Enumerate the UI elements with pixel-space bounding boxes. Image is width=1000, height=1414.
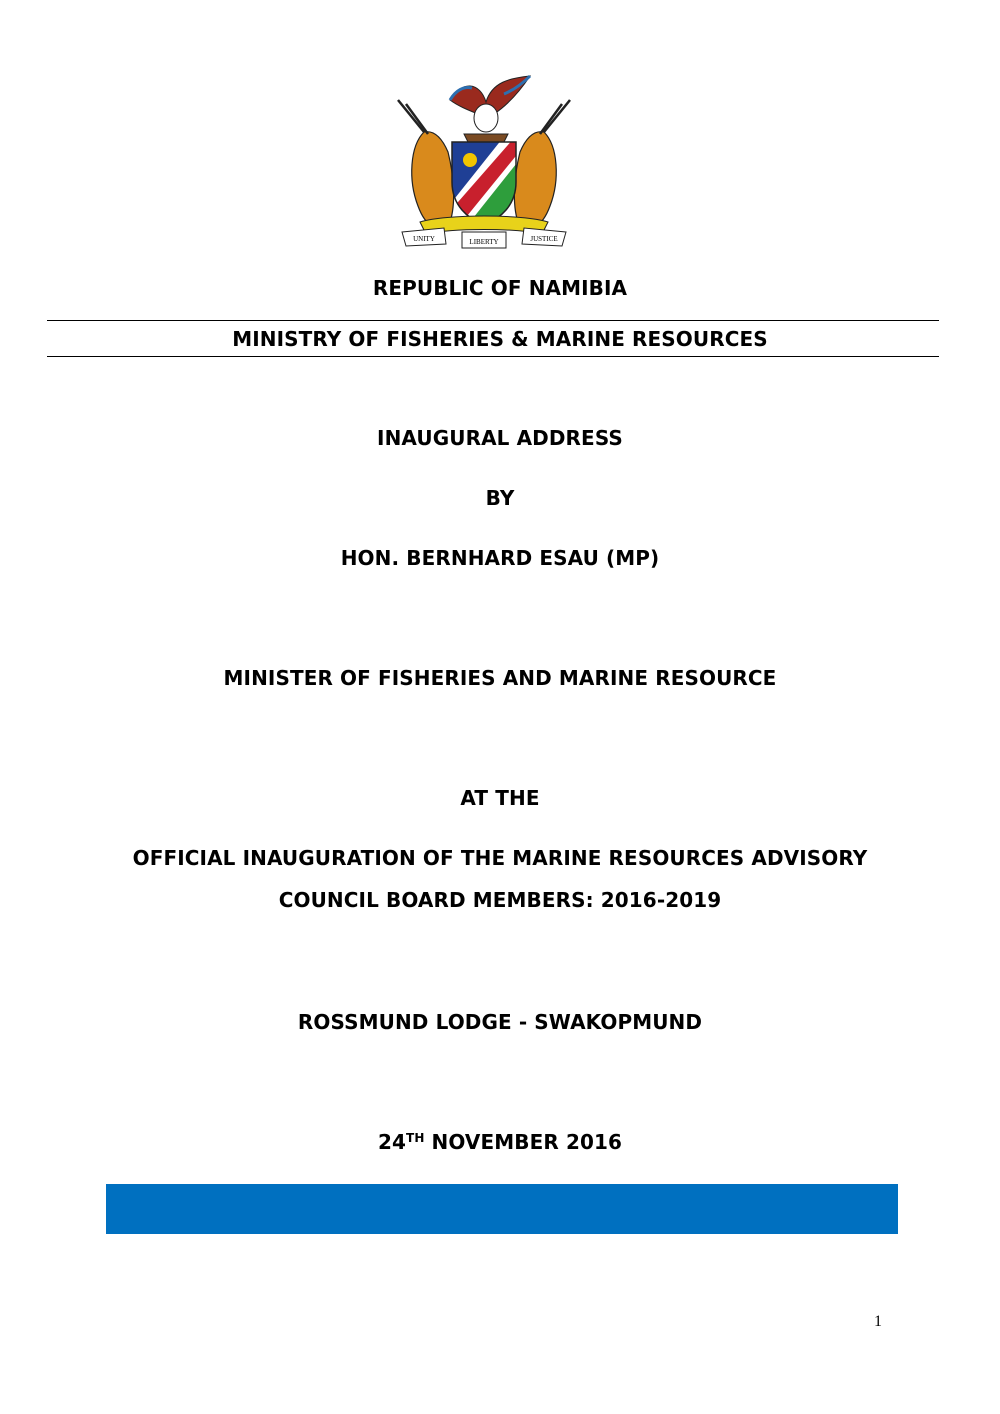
- document-title: INAUGURAL ADDRESS: [377, 426, 623, 450]
- date-day: 24: [377, 1130, 407, 1154]
- namibia-coat-of-arms-icon: [384, 72, 584, 252]
- event-title-line-2: COUNCIL BOARD MEMBERS: 2016-2019: [278, 888, 722, 912]
- country-name: REPUBLIC OF NAMIBIA: [372, 276, 628, 300]
- motto-justice: JUSTICE: [530, 235, 558, 243]
- by-label: BY: [485, 486, 515, 510]
- date-month-year: NOVEMBER 2016: [424, 1130, 623, 1154]
- accent-bar: [106, 1184, 898, 1234]
- page-number: 1: [874, 1313, 882, 1330]
- header-divider-top: [47, 320, 939, 321]
- motto-liberty: LIBERTY: [469, 238, 499, 246]
- at-the-label: AT THE: [460, 786, 540, 810]
- motto-unity: UNITY: [413, 235, 435, 243]
- date-suffix: TH: [406, 1131, 425, 1145]
- speaker-name: HON. BERNHARD ESAU (MP): [340, 546, 660, 570]
- header-divider-bottom: [47, 356, 939, 357]
- venue: ROSSMUND LODGE - SWAKOPMUND: [297, 1010, 703, 1034]
- speaker-position: MINISTER OF FISHERIES AND MARINE RESOURCE: [223, 666, 777, 690]
- ministry-name: MINISTRY OF FISHERIES & MARINE RESOURCES: [232, 327, 768, 351]
- event-title-line-1: OFFICIAL INAUGURATION OF THE MARINE RESOURCES ADVISORY: [132, 846, 868, 870]
- event-date: [0, 1130, 1000, 1154]
